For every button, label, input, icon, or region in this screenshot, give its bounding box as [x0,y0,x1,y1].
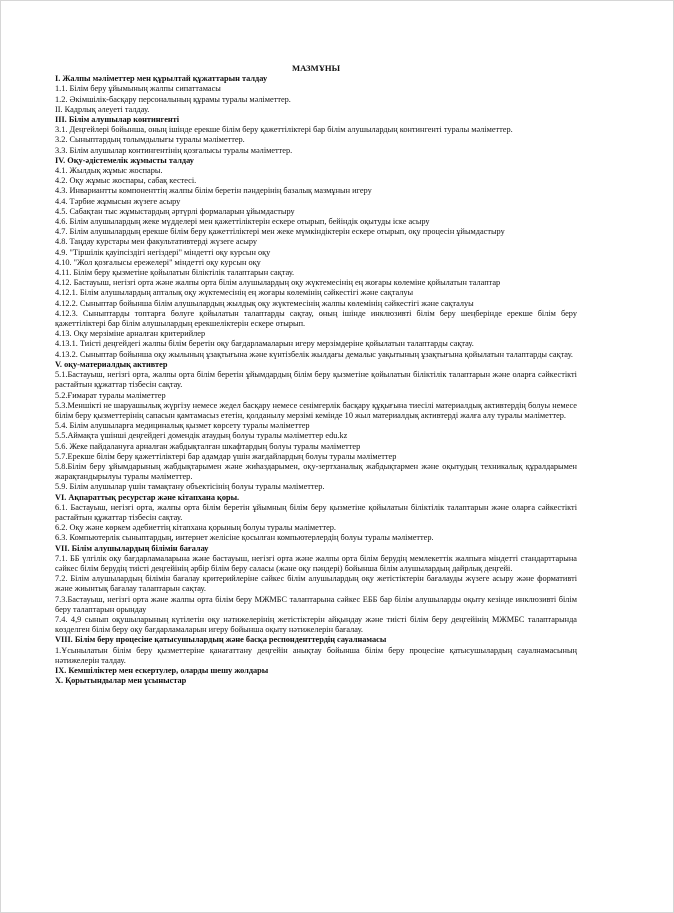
toc-item: 4.5. Сабақтан тыс жұмыстардың әртүрлі формаларын ұйымдастыру [55,206,295,216]
section-heading: V. оқу-материалдық активтер [55,359,168,369]
toc-item: 5.7.Ерекше білім беру қажеттіліктері бар адамдар үшін жағдайлардың болуы туралы мәліметтер [55,451,397,461]
toc-item: 7.1. ББ үлгілік оқу бағдарламаларына және бастауыш, негізгі орта және жалпы орта білім берудің мемлекеттік жалпыға міндетті стандарттарына сәйкес білім берудің тиісті деңгейінің әрбір білім беру саласы (және оқу пәндері) бойынша білім алушылардың дайрлық деңгейі. [55,553,577,573]
document-title: МАЗМҰНЫ [291,63,341,73]
toc-item: 4.12.3. Сыныптарды топтарға бөлуге қойылатын талаптарды сақтау, оның ішінде инклюзивті білім беру шеңберінде ерекше білім беру қажеттіліктері бар білім алушылардың ерекшеліктерін ескере отырып. [55,308,577,329]
toc-item: 4.9. "Тіршілік қауіпсіздігі негіздері" міндетті оқу курсын оқу [55,247,271,257]
section-heading: IV. Оқу-әдістемелік жұмысты талдау [55,155,194,165]
toc-item: 4.13.2. Сыныптар бойынша оқу жылының ұзақтығына және күнтізбелік жылдағы демалыс уақытының ұзақтығына қойылатын талаптарды сақтау. [55,349,573,359]
toc-item: 5.1.Бастауыш, негізгі орта, жалпы орта білім беретін ұйымдардың білім беру қызметіне қойылатын біліктілік талаптарын және оларға сәйкестікті растайтын құжаттар тізбесін сақтау. [55,370,577,390]
section-heading: VIII. Білім беру процесіне қатысушылардың және басқа респонденттердің сауалнамасы [55,635,387,645]
toc-item: 6.1. Бастауыш, негізгі орта, жалпы орта білім беретін ұйымның білім беру қызметіне қойылатын біліктілік талаптарын және оларға сәйкестікті растайтын құжаттар тізбесін сақтау. [55,502,577,522]
toc-lines [55,74,577,686]
toc-item: 4.4. Тәрбие жұмысын жүзеге асыру [55,196,181,206]
section-heading: III. Білім алушылар контингенті [55,115,180,125]
toc-item: 1.1. Білім беру ұйымының жалпы сипаттамасы [55,84,221,94]
toc-item: 7.4. 4,9 сынып оқушыларының күтілетін оқу нәтижелерінің жетістіктерін айқындау және тиісті білім беру деңгейінің МЖМБС талаптарында көзделген білім беру оқу бағдарламаларын игеру бойынша оқыту нәтижелерін бағалау. [55,614,577,635]
toc-item: 5.3.Меншікті не шаруашылық жүргізу немесе жедел басқару немесе сенімгерлік басқару құқығына тиесілі материалдық активтердің болуы немесе білім беру қызметтерінің сапасын қамтамасыз ететін, қолданылу мерзімі кемінде 10 жыл материалдық активтерді жалға алу туралы мәліметтер. [55,400,577,420]
toc-item: II. Кадрлық әлеуеті талдау. [55,104,150,114]
toc-item: 4.12.1. Білім алушылардың апталық оқу жүктемесінің ең жоғары көлемінің сәйкестігі және сақталуы [55,288,414,298]
toc-item: 3.1. Деңгейлері бойынша, оның ішінде ерекше білім беру қажеттіліктері бар білім алушылардың контингенті туралы мәліметтер. [55,125,513,135]
toc-item: 4.11. Білім беру қызметіне қойылатын біліктілік талаптарын сақтау. [55,268,295,278]
toc-item: 7.3.Бастауыш, негізгі орта және жалпы орта білім беру МЖМБС талаптарына сәйкес ЕББ бар білім алушыларды оқыту кезінде инклюзивті білім беру талаптарын орындау [55,594,577,614]
toc-item: 5.9. Білім алушылар үшін тамақтану объектісінің болуы туралы мәліметтер. [55,482,325,492]
toc-item: 5.4. Білім алушыларға медициналық қызмет көрсету туралы мәліметтер [55,421,310,431]
section-heading: VII. Білім алушылардың білімін бағалау [55,543,209,553]
toc-item: 4.10. "Жол қозғалысы ережелері" міндетті оқу курсын оқу [55,257,261,267]
toc-item: 1.2. Әкімшілік-басқару персоналының құрамы туралы мәліметтер. [55,94,291,104]
toc-item: 4.3. Инвариантты компоненттің жалпы білім беретін пәндерінің базалық мазмұнын игеру [55,186,372,196]
section-heading: X. Қорытындылар мен ұсыныстар [55,676,187,686]
toc-item: 4.7. Білім алушылардың ерекше білім беру қажеттіліктері мен жеке мүмкіндіктерін ескере отырып, оқу процесін ұйымдастыру [55,227,505,237]
toc-item: 6.3. Компьютерлік сыныптардың, интернет желісіне қосылған компьютерлердің болуы туралы мәліметтер. [55,533,434,543]
toc-item: 3.2. Сыныптардың толымдылығы туралы мәліметтер. [55,135,245,145]
toc-item: 5.2.Ғимарат туралы мәліметтер [55,390,166,400]
section-heading: IX. Кемшіліктер мен ескертулер, оларды шешу жолдары [55,665,269,675]
toc-item: 4.12.2. Сыныптар бойынша білім алушылардың жылдық оқу жүктемесінің жалпы көлемінің сәйкестігі және сақталуы [55,298,474,308]
section-heading: I. Жалпы мәліметтер мен құрылтай құжаттарын талдау [55,74,268,84]
toc-item: 4.12. Бастауыш, негізгі орта және жалпы орта білім алушылардың оқу жүктемесінің ең жоғары көлеміне қойылатын талаптар [55,278,501,288]
toc-item: 4.13. Оқу мерзіміне арналған критерийлер [55,329,206,339]
section-heading: VI. Ақпараттық ресурстар және кітапхана қоры. [55,492,240,502]
toc-item: 1.Ұсынылатын білім беру қызметтеріне қанағаттану деңгейін анықтау бойынша білім беру процесіне қатысушылардың сауалнамасының нәтижелерін талдау. [55,645,577,665]
toc-item: 4.1. Жылдық жұмыс жоспары. [55,166,163,176]
toc-item: 6.2. Оқу және көркем әдебиеттің кітапхана қорының болуы туралы мәліметтер. [55,523,336,533]
toc-item: 5.6. Жеке пайдалануға арналған жабдықталған шкафтардың болуы туралы мәліметтер [55,441,361,451]
toc-item: 5.8.Білім беру ұйымдарының жабдықтарымен және жиһаздарымен, оқу-зертханалық жабдықтармен және оқытудың техникалық құралдарымен жарақтандырылуы туралы мәліметтер. [55,461,577,482]
table-of-contents [55,63,577,686]
toc-item: 3.3. Білім алушылар контингентінің қозғалысы туралы мәліметтер. [55,145,293,155]
toc-item: 7.2. Білім алушылардың білімін бағалау критерийлеріне сәйкес білім алушылардың оқу жетістіктерін бағалауды жүзеге асыру және формативті және жиынтық бағалау талаптарын сақтау. [55,574,577,594]
toc-item: 4.6. Білім алушылардың жеке мүдделері мен қажеттіліктерін ескере отырып, бейіндік оқытуды іске асыру [55,217,430,227]
toc-item: 4.8. Таңдау курстары мен факультативтерді жүзеге асыру [55,237,258,247]
toc-item: 4.13.1. Тиісті деңгейдегі жалпы білім беретін оқу бағдарламаларын игеру мерзімдеріне қойылатын талаптарды сақтау. [55,339,474,349]
toc-item: 5.5.Аймақта үшінші деңгейдегі домендік атаудың болуы туралы мәліметтер edu.kz [55,431,348,441]
toc-item: 4.2. Оқу жұмыс жоспары, сабақ кестесі. [55,176,197,186]
